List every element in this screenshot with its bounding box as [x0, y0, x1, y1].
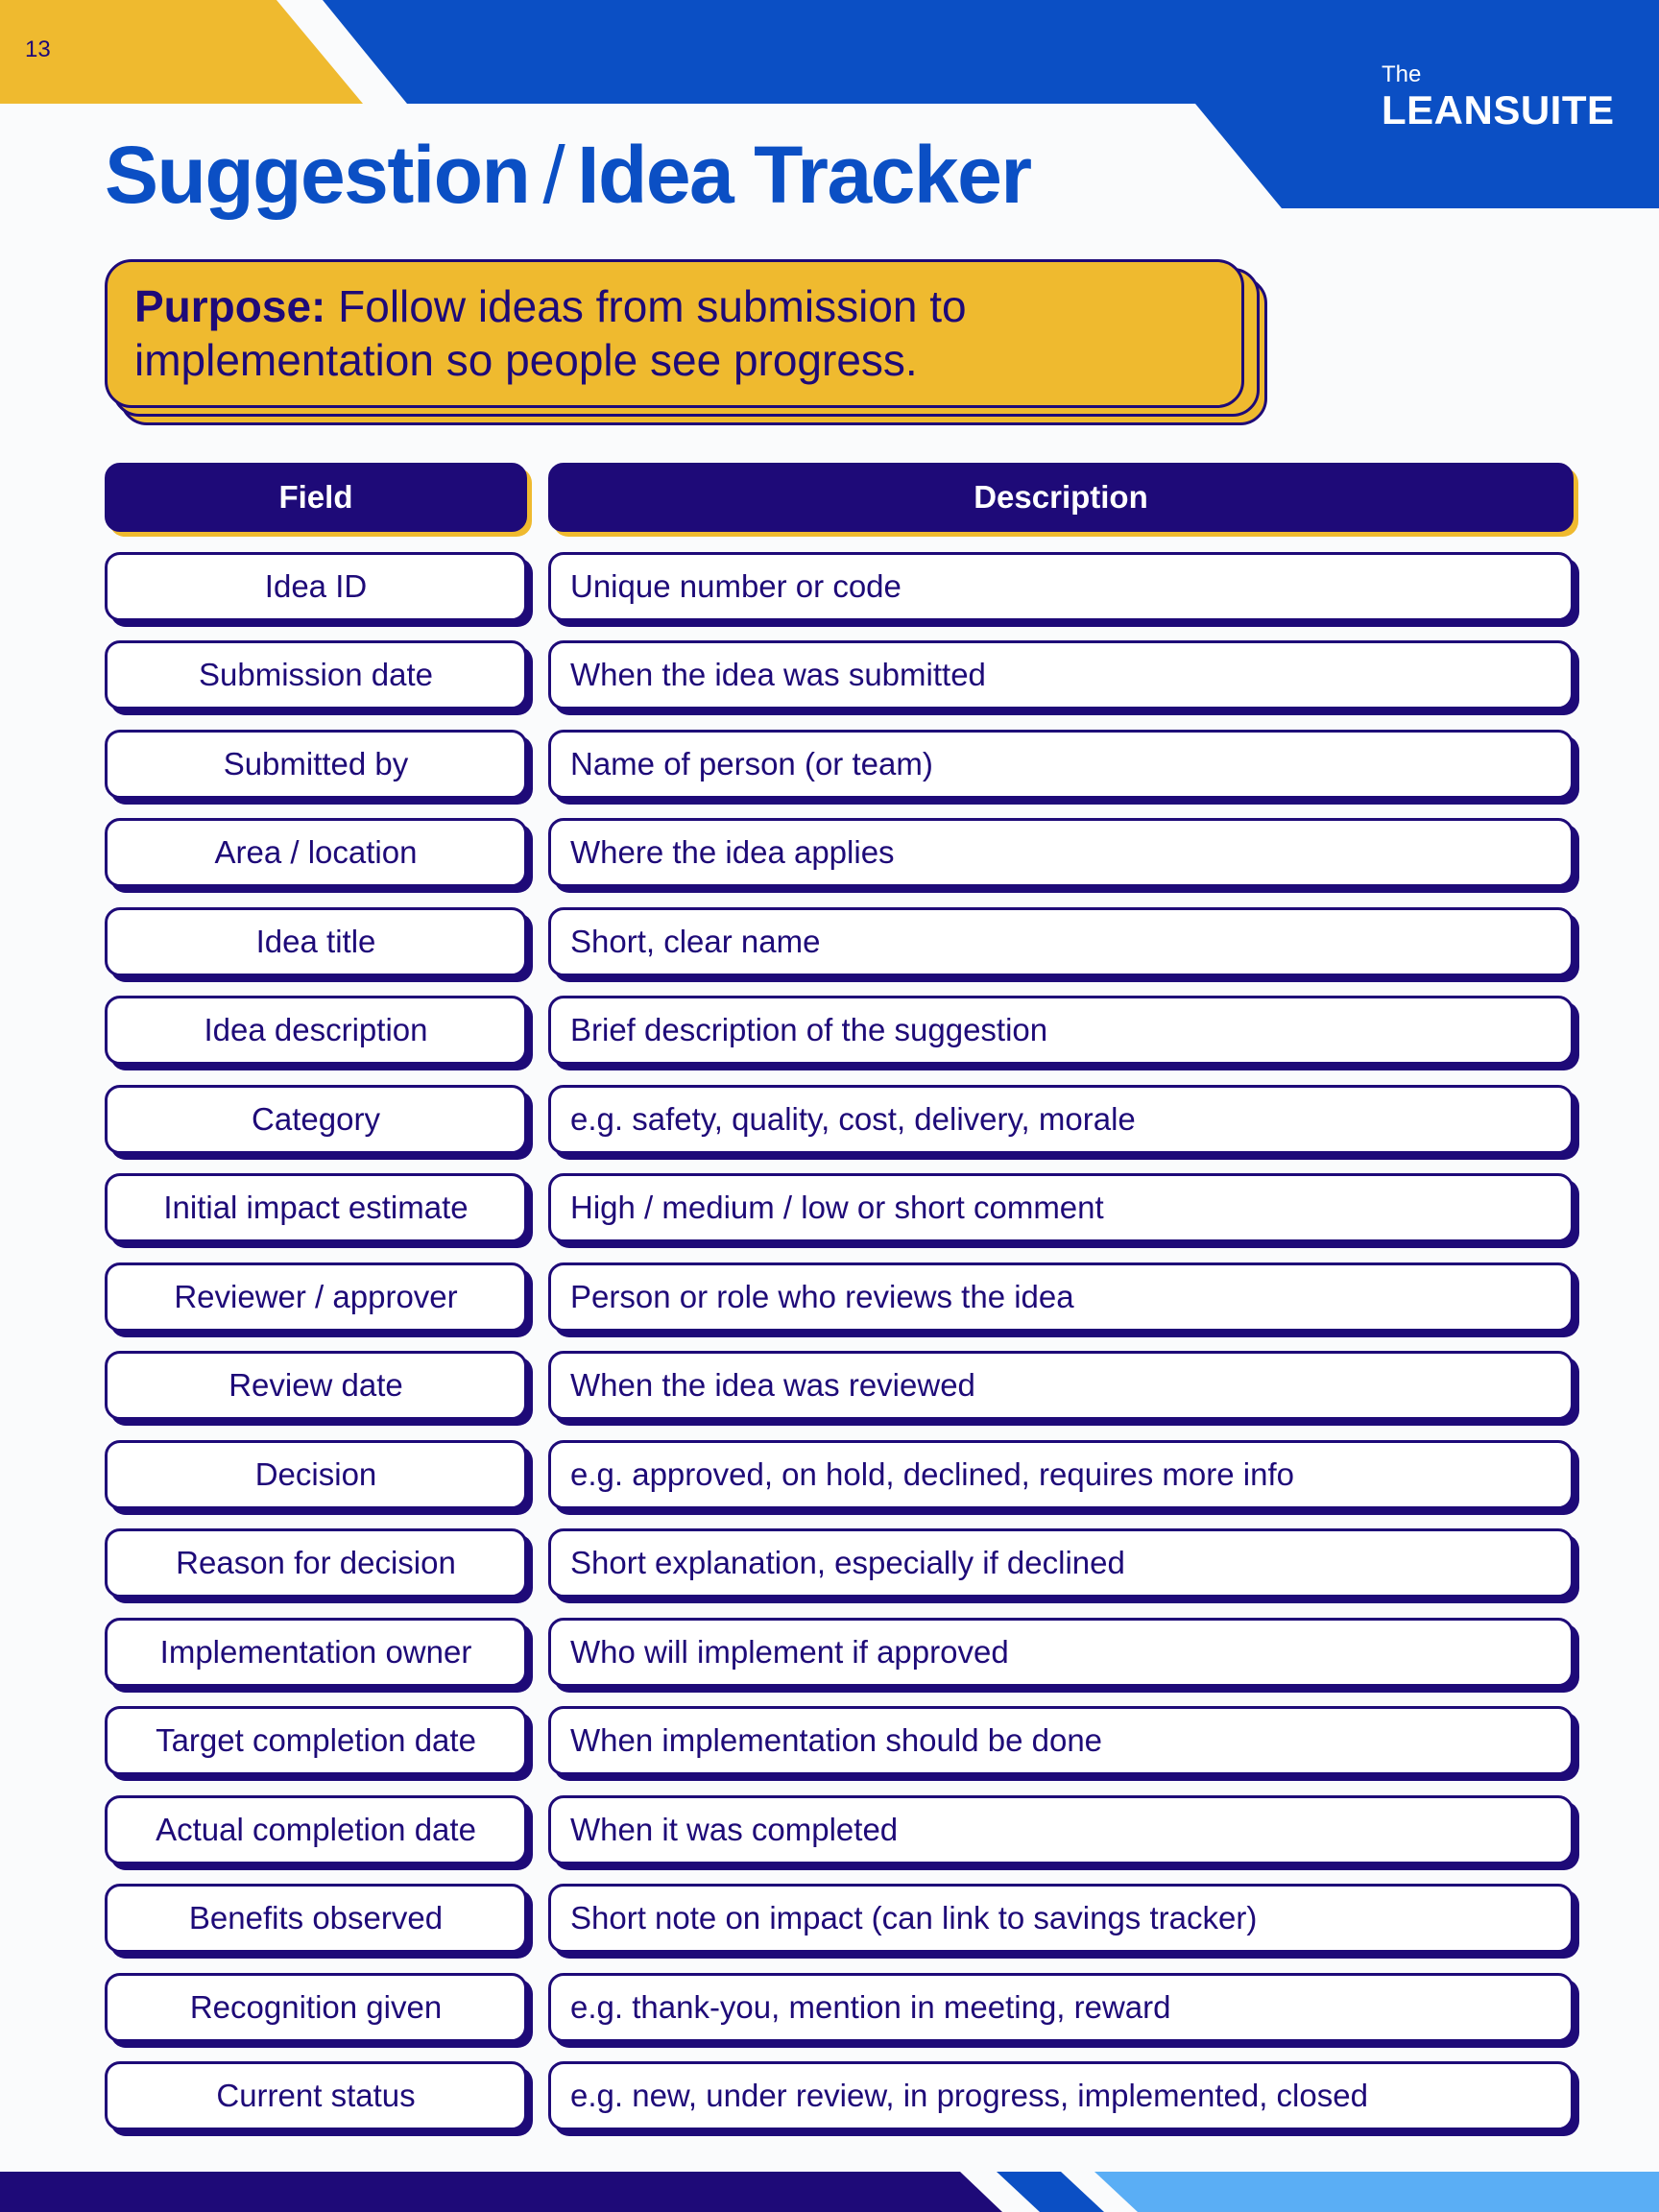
- description-cell: e.g. safety, quality, cost, delivery, morale: [548, 1085, 1574, 1154]
- field-cell: Benefits observed: [105, 1884, 527, 1953]
- table-row: [105, 552, 1578, 625]
- description-cell: When implementation should be done: [548, 1706, 1574, 1775]
- field-cell: Idea title: [105, 907, 527, 976]
- description-cell: When the idea was reviewed: [548, 1351, 1574, 1420]
- field-cell: Current status: [105, 2061, 527, 2130]
- description-cell: Person or role who reviews the idea: [548, 1262, 1574, 1332]
- field-cell: Target completion date: [105, 1706, 527, 1775]
- field-cell: Reason for decision: [105, 1528, 527, 1598]
- field-cell: Category: [105, 1085, 527, 1154]
- table-row: [105, 1973, 1578, 2046]
- description-cell: e.g. approved, on hold, declined, requires more info: [548, 1440, 1574, 1509]
- table-row: [105, 730, 1578, 803]
- bottom-blue-band: [997, 2172, 1104, 2212]
- description-cell: Where the idea applies: [548, 818, 1574, 887]
- field-cell: Review date: [105, 1351, 527, 1420]
- field-cell: Decision: [105, 1440, 527, 1509]
- table-row: [105, 996, 1578, 1069]
- description-cell: e.g. thank-you, mention in meeting, reward: [548, 1973, 1574, 2042]
- description-cell: e.g. new, under review, in progress, implemented, closed: [548, 2061, 1574, 2130]
- table-row: [105, 907, 1578, 980]
- title-part-idea-tracker: Idea Tracker: [577, 130, 1031, 220]
- header-description: Description: [548, 463, 1574, 532]
- field-cell: Area / location: [105, 818, 527, 887]
- description-cell: Short explanation, especially if declined: [548, 1528, 1574, 1598]
- field-cell: Submission date: [105, 640, 527, 709]
- description-cell: Unique number or code: [548, 552, 1574, 621]
- top-left-gold-band: [0, 0, 363, 104]
- purpose-card: [105, 259, 1252, 424]
- purpose-description: Follow ideas from submission to implementation so people see progress.: [134, 281, 967, 385]
- title-separator: /: [542, 130, 565, 220]
- table-row: [105, 1085, 1578, 1158]
- field-cell: Initial impact estimate: [105, 1173, 527, 1242]
- table-row: [105, 1528, 1578, 1601]
- purpose-card-front: [105, 259, 1244, 408]
- field-cell: Actual completion date: [105, 1795, 527, 1864]
- field-cell: Idea description: [105, 996, 527, 1065]
- field-cell: Reviewer / approver: [105, 1262, 527, 1332]
- field-cell: Implementation owner: [105, 1618, 527, 1687]
- purpose-label: Purpose:: [134, 281, 326, 331]
- table-row: [105, 1618, 1578, 1691]
- table-row: [105, 818, 1578, 891]
- purpose-text: [134, 279, 1214, 387]
- brand-logo: [1382, 63, 1615, 131]
- bottom-light-blue-band: [1094, 2172, 1659, 2212]
- table-header-row: [105, 463, 1578, 536]
- table-row: [105, 1706, 1578, 1779]
- description-cell: High / medium / low or short comment: [548, 1173, 1574, 1242]
- header-field: Field: [105, 463, 527, 532]
- table-row: [105, 1795, 1578, 1868]
- table-row: [105, 1440, 1578, 1513]
- table-row: [105, 2061, 1578, 2134]
- bottom-navy-band: [0, 2172, 1002, 2212]
- description-cell: Short, clear name: [548, 907, 1574, 976]
- description-cell: Who will implement if approved: [548, 1618, 1574, 1687]
- brand-small-text: The: [1382, 61, 1422, 87]
- description-cell: When the idea was submitted: [548, 640, 1574, 709]
- brand-name: LEANSUITE: [1382, 87, 1615, 132]
- page-number: 13: [25, 36, 51, 62]
- title-part-suggestion: Suggestion: [105, 130, 530, 220]
- field-cell: Idea ID: [105, 552, 527, 621]
- table-row: [105, 1173, 1578, 1246]
- description-cell: Short note on impact (can link to savings tracker): [548, 1884, 1574, 1953]
- table-row: [105, 1351, 1578, 1424]
- field-cell: Recognition given: [105, 1973, 527, 2042]
- description-cell: Name of person (or team): [548, 730, 1574, 799]
- table-row: [105, 640, 1578, 713]
- table-row: [105, 1262, 1578, 1335]
- description-cell: When it was completed: [548, 1795, 1574, 1864]
- table-row: [105, 1884, 1578, 1957]
- page-title: [105, 131, 1031, 219]
- field-cell: Submitted by: [105, 730, 527, 799]
- description-cell: Brief description of the suggestion: [548, 996, 1574, 1065]
